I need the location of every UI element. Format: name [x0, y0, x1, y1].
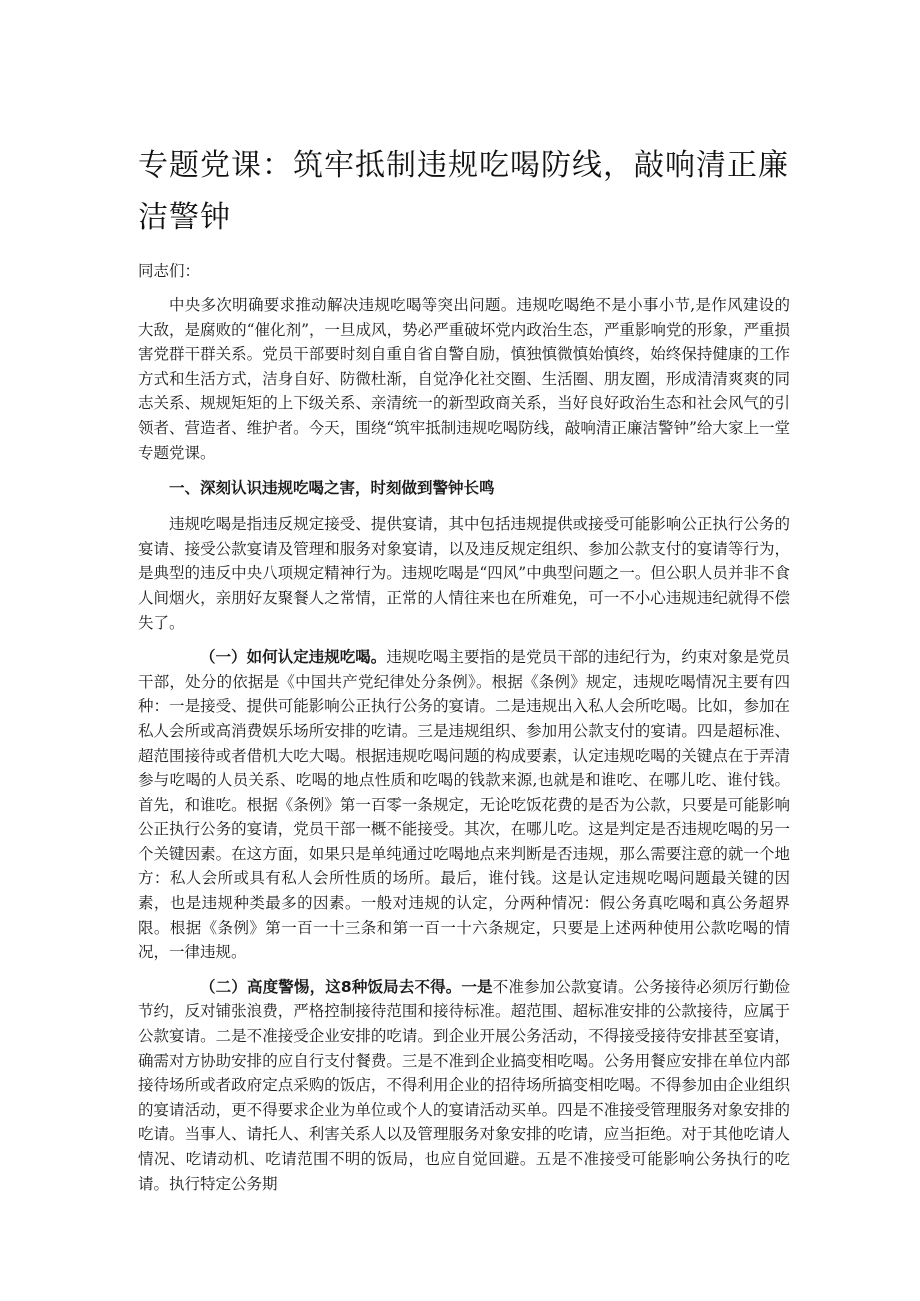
- subsection-1-body: 违规吃喝主要指的是党员干部的违纪行为，约束对象是党员干部，处分的依据是《中国共产党纪律处分条例》。根据《条例》规定，违规吃喝情况主要有四种：一是接受、提供可能影响公正执行公务的宴请。二是违规出入私人会所吃喝。比如，参加在私人会所或高消费娱乐场所安排的吃请。三是违规组织、参加用公款支付的宴请。四是超标准、超范围接待或者借机大吃大喝。根据违规吃喝问题的构成要素，认定违规吃喝的关键点在于弄清参与吃喝的人员关系、吃喝的地点性质和吃喝的钱款来源,也就是和谁吃、在哪儿吃、谁付钱。首先，和谁吃。根据《条例》第一百零一条规定，无论吃饭花费的是否为公款，只要是可能影响公正执行公务的宴请，党员干部一概不能接受。其次，在哪儿吃。这是判定是否违规吃喝的另一个关键因素。在这方面，如果只是单纯通过吃喝地点来判断是否违规，那么需要注意的就一个地方：私人会所或具有私人会所性质的场所。最后，谁付钱。这是认定违规吃喝问题最关键的因素，也是违规种类最多的因素。一般对违规的认定，分两种情况：假公务真吃喝和真公务超界限。根据《条例》第一百一十三条和第一百一十六条规定，只要是上述两种使用公款吃喝的情况，一律违规。: [138, 648, 790, 962]
- document-title: 专题党课：筑牢抵制违规吃喝防线，敲响清正廉洁警钟: [138, 148, 789, 235]
- subsection-1-paragraph: [138, 645, 790, 965]
- section-1-heading: 一、深刻认识违规吃喝之害，时刻做到警钟长鸣: [169, 479, 495, 498]
- intro-paragraph: 中央多次明确要求推动解决违规吃喝等突出问题。违规吃喝绝不是小事小节,是作风建设的大敌，是腐败的“催化剂”，一旦成风，势必严重破坏党内政治生态，严重影响党的形象，严重损害党群干群关系。党员干部要时刻自重自省自警自励，慎独慎微慎始慎终，始终保持健康的工作方式和生活方式，洁身自好、防微杜渐，自觉净化社交圈、生活圈、朋友圈，形成清清爽爽的同志关系、规规矩矩的上下级关系、亲清统一的新型政商关系，当好良好政治生态和社会风气的引领者、营造者、维护者。今天，围绕“筑牢抵制违规吃喝防线，敲响清正廉洁警钟”给大家上一堂专题党课。: [138, 296, 790, 462]
- document-page: [138, 140, 790, 1206]
- section-1-paragraph: 违规吃喝是指违反规定接受、提供宴请，其中包括违规提供或接受可能影响公正执行公务的宴请、接受公款宴请及管理和服务对象宴请，以及违反规定组织、参加公款支付的宴请等行为，是典型的违反中央八项规定精神行为。违规吃喝是“四风”中典型问题之一。但公职人员并非不食人间烟火，亲朋好友聚餐人之常情，正常的人情往来也在所难免，可一不小心违规违纪就得不偿失了。: [138, 515, 790, 632]
- salutation: 同志们：: [138, 262, 201, 280]
- subsection-2-heading: （二）高度警惕，这8种饭局去不得。一是: [200, 977, 493, 996]
- subsection-1-heading: （一）如何认定违规吃喝。: [200, 648, 387, 667]
- subsection-2-body: 不准参加公款宴请。公务接待必须厉行勤俭节约，反对铺张浪费，严格控制接待范围和接待标准。超范围、超标准安排的公款接待，应属于公款宴请。二是不准接受企业安排的吃请。到企业开展公务活动，不得接受接待安排甚至宴请，确需对方协助安排的应自行支付餐费。三是不准到企业搞变相吃喝。公务用餐应安排在单位内部接待场所或者政府定点采购的饭店，不得利用企业的招待场所搞变相吃喝。不得参加由企业组织的宴请活动，更不得要求企业为单位或个人的宴请活动买单。四是不准接受管理服务对象安排的吃请。当事人、请托人、利害关系人以及管理服务对象安排的吃请，应当拒绝。对于其他吃请人情况、吃请动机、吃请范围不明的饭局，也应自觉回避。五是不准接受可能影响公务执行的吃请。执行特定公务期: [138, 977, 790, 1193]
- subsection-2-paragraph: [138, 975, 790, 1196]
